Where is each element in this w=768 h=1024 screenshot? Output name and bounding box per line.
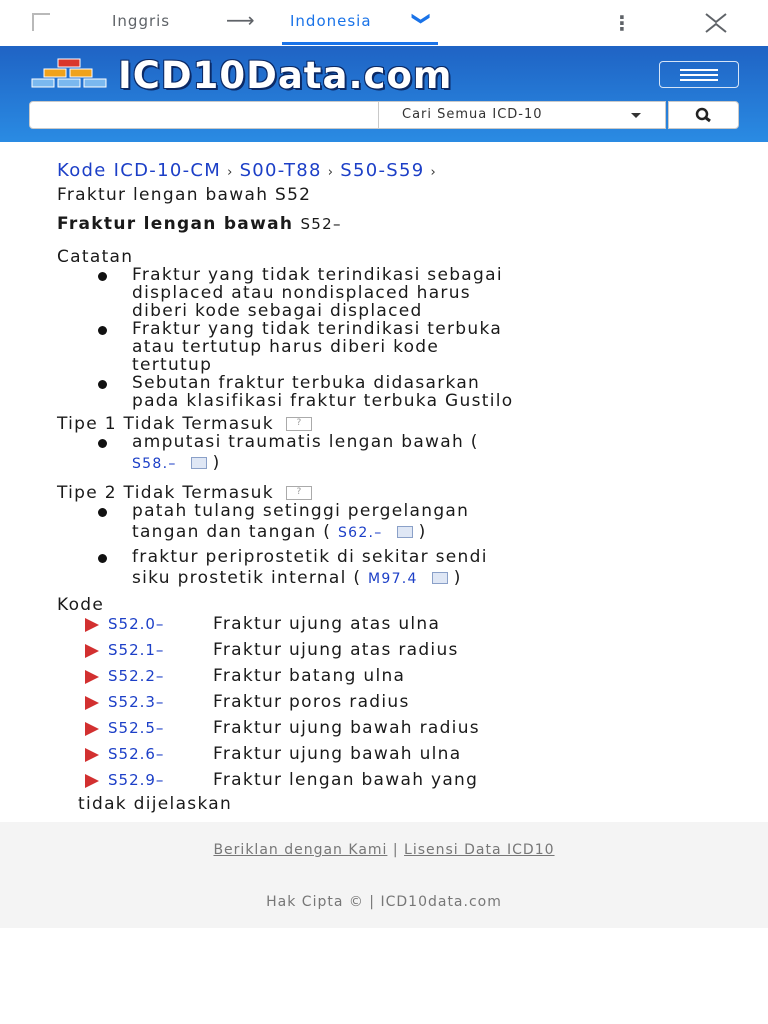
page-title-code: S52– bbox=[300, 215, 342, 233]
more-options-icon[interactable]: ⋮ bbox=[612, 11, 632, 35]
code-link-m97-4[interactable]: M97.4 bbox=[368, 571, 418, 587]
hamburger-icon-bar bbox=[680, 79, 718, 81]
search-scope-label: Cari Semua ICD-10 bbox=[402, 107, 543, 122]
code-description: Fraktur poros radius bbox=[213, 692, 410, 712]
excludes2-label bbox=[57, 484, 312, 502]
breadcrumb-current: Fraktur lengan bawah S52 bbox=[57, 185, 312, 205]
breadcrumb-s00-t88[interactable]: S00-T88 bbox=[239, 160, 322, 181]
site-logo-icon[interactable] bbox=[30, 58, 110, 90]
license-link[interactable]: Lisensi Data ICD10 bbox=[404, 842, 555, 858]
list-item bbox=[132, 548, 732, 588]
target-language[interactable]: Indonesia bbox=[290, 12, 372, 30]
code-description-wrap: tidak dijelaskan bbox=[78, 794, 233, 814]
expand-triangle-icon[interactable] bbox=[85, 670, 99, 684]
paren-close: ) bbox=[212, 453, 221, 473]
chevron-down-icon[interactable]: ❯ bbox=[411, 10, 433, 27]
advertise-link[interactable]: Beriklan dengan Kami bbox=[213, 842, 388, 858]
bullet-icon bbox=[98, 326, 107, 335]
excludes2-item2-line2 bbox=[132, 569, 732, 588]
bullet-icon bbox=[98, 554, 107, 563]
code-description: Fraktur ujung bawah radius bbox=[213, 718, 480, 738]
notepad-icon[interactable] bbox=[191, 457, 207, 469]
breadcrumb-separator: › bbox=[430, 165, 438, 180]
code-description: Fraktur batang ulna bbox=[213, 666, 406, 686]
note-line: atau tertutup harus diberi kode bbox=[132, 337, 440, 357]
paren-close: ) bbox=[453, 568, 462, 588]
page-title bbox=[57, 215, 342, 233]
code-link-s58[interactable]: S58.– bbox=[132, 456, 177, 472]
copyright-text: Hak Cipta © | ICD10data.com bbox=[266, 894, 502, 910]
code-description: Fraktur ujung bawah ulna bbox=[213, 744, 462, 764]
note-line: Fraktur yang tidak terindikasi terbuka bbox=[132, 319, 503, 339]
search-input[interactable] bbox=[29, 101, 379, 129]
excludes2-label-text: Tipe 2 Tidak Termasuk bbox=[57, 483, 274, 503]
breadcrumb-separator: › bbox=[327, 165, 335, 180]
site-logo-text[interactable]: ICD10Data.com bbox=[118, 54, 453, 97]
hamburger-icon bbox=[680, 69, 718, 71]
translate-logo-icon bbox=[32, 13, 50, 31]
page-title-text: Fraktur lengan bawah bbox=[57, 214, 294, 234]
excludes2-item2-text: siku prostetik internal ( bbox=[132, 568, 362, 588]
caret-down-icon bbox=[631, 113, 641, 118]
code-link[interactable]: S52.3– bbox=[108, 693, 165, 711]
expand-triangle-icon[interactable] bbox=[85, 696, 99, 710]
excludes1-item-code-line bbox=[132, 454, 732, 473]
footer-divider: | bbox=[392, 842, 399, 858]
note-line: tertutup bbox=[132, 355, 213, 375]
note-line: diberi kode sebagai displaced bbox=[132, 301, 423, 321]
hamburger-menu-button[interactable] bbox=[659, 61, 739, 88]
code-row bbox=[85, 693, 735, 719]
code-row bbox=[85, 667, 735, 693]
codes-label: Kode bbox=[57, 595, 105, 615]
list-item bbox=[132, 320, 732, 374]
excludes2-item1-line1: patah tulang setinggi pergelangan bbox=[132, 501, 470, 521]
code-row bbox=[85, 615, 735, 641]
collapse-icon[interactable] bbox=[703, 9, 729, 37]
notepad-icon[interactable] bbox=[432, 572, 448, 584]
excludes1-list bbox=[132, 433, 732, 473]
excludes2-list bbox=[132, 502, 732, 588]
site-footer bbox=[0, 822, 768, 928]
code-description: Fraktur lengan bawah yang bbox=[213, 770, 479, 790]
list-item bbox=[132, 502, 732, 542]
breadcrumb-separator: › bbox=[227, 165, 234, 180]
list-item bbox=[132, 433, 732, 473]
code-link[interactable]: S52.2– bbox=[108, 667, 165, 685]
expand-triangle-icon[interactable] bbox=[85, 618, 99, 632]
footer-links bbox=[0, 842, 768, 858]
excludes2-item1-text: tangan dan tangan ( bbox=[132, 522, 332, 542]
excludes1-label bbox=[57, 415, 312, 433]
hamburger-icon-bar bbox=[680, 74, 718, 76]
bullet-icon bbox=[98, 508, 107, 517]
excludes1-item-text: amputasi traumatis lengan bawah ( bbox=[132, 432, 479, 452]
expand-triangle-icon[interactable] bbox=[85, 722, 99, 736]
notes-label: Catatan bbox=[57, 247, 134, 267]
search-scope-select[interactable] bbox=[378, 101, 666, 129]
code-link-s62[interactable]: S62.– bbox=[337, 525, 383, 541]
breadcrumb-icd10cm[interactable]: Kode ICD-10-CM bbox=[57, 160, 222, 181]
bullet-icon bbox=[98, 380, 107, 389]
code-link[interactable]: S52.0– bbox=[108, 615, 165, 633]
note-line: pada klasifikasi fraktur terbuka Gustilo bbox=[132, 391, 514, 411]
codes-list bbox=[85, 615, 735, 797]
expand-triangle-icon[interactable] bbox=[85, 644, 99, 658]
site-header bbox=[0, 46, 768, 142]
notes-list bbox=[132, 266, 732, 410]
breadcrumb-s50-s59[interactable]: S50-S59 bbox=[340, 160, 425, 181]
note-line: displaced atau nondisplaced harus bbox=[132, 283, 471, 303]
notepad-icon[interactable] bbox=[397, 526, 413, 538]
search-button[interactable] bbox=[668, 101, 739, 129]
code-row bbox=[85, 719, 735, 745]
translate-bar bbox=[0, 0, 768, 46]
code-link[interactable]: S52.9– bbox=[108, 771, 165, 789]
search-icon bbox=[669, 102, 740, 130]
expand-triangle-icon[interactable] bbox=[85, 748, 99, 762]
arrow-right-icon: ⟶ bbox=[226, 8, 255, 32]
help-icon[interactable]: ? bbox=[286, 417, 312, 431]
list-item bbox=[132, 266, 732, 320]
bullet-icon bbox=[98, 272, 107, 281]
excludes2-item2-line1: fraktur periprostetik di sekitar sendi bbox=[132, 547, 488, 567]
excludes1-label-text: Tipe 1 Tidak Termasuk bbox=[57, 414, 274, 434]
excludes2-item1-line2 bbox=[132, 523, 732, 542]
paren-close: ) bbox=[418, 522, 427, 542]
code-row bbox=[85, 745, 735, 771]
bullet-icon bbox=[98, 439, 107, 448]
note-line: Fraktur yang tidak terindikasi sebagai bbox=[132, 265, 503, 285]
code-row bbox=[85, 641, 735, 667]
code-link[interactable]: S52.1– bbox=[108, 641, 165, 659]
expand-triangle-icon[interactable] bbox=[85, 774, 99, 788]
code-link[interactable]: S52.6– bbox=[108, 745, 165, 763]
code-description: Fraktur ujung atas radius bbox=[213, 640, 459, 660]
breadcrumb bbox=[57, 162, 443, 182]
source-language[interactable]: Inggris bbox=[112, 12, 171, 30]
help-icon[interactable]: ? bbox=[286, 486, 312, 500]
note-line: Sebutan fraktur terbuka didasarkan bbox=[132, 373, 481, 393]
code-link[interactable]: S52.5– bbox=[108, 719, 165, 737]
target-language-indicator bbox=[282, 42, 438, 45]
code-description: Fraktur ujung atas ulna bbox=[213, 614, 441, 634]
list-item bbox=[132, 374, 732, 410]
